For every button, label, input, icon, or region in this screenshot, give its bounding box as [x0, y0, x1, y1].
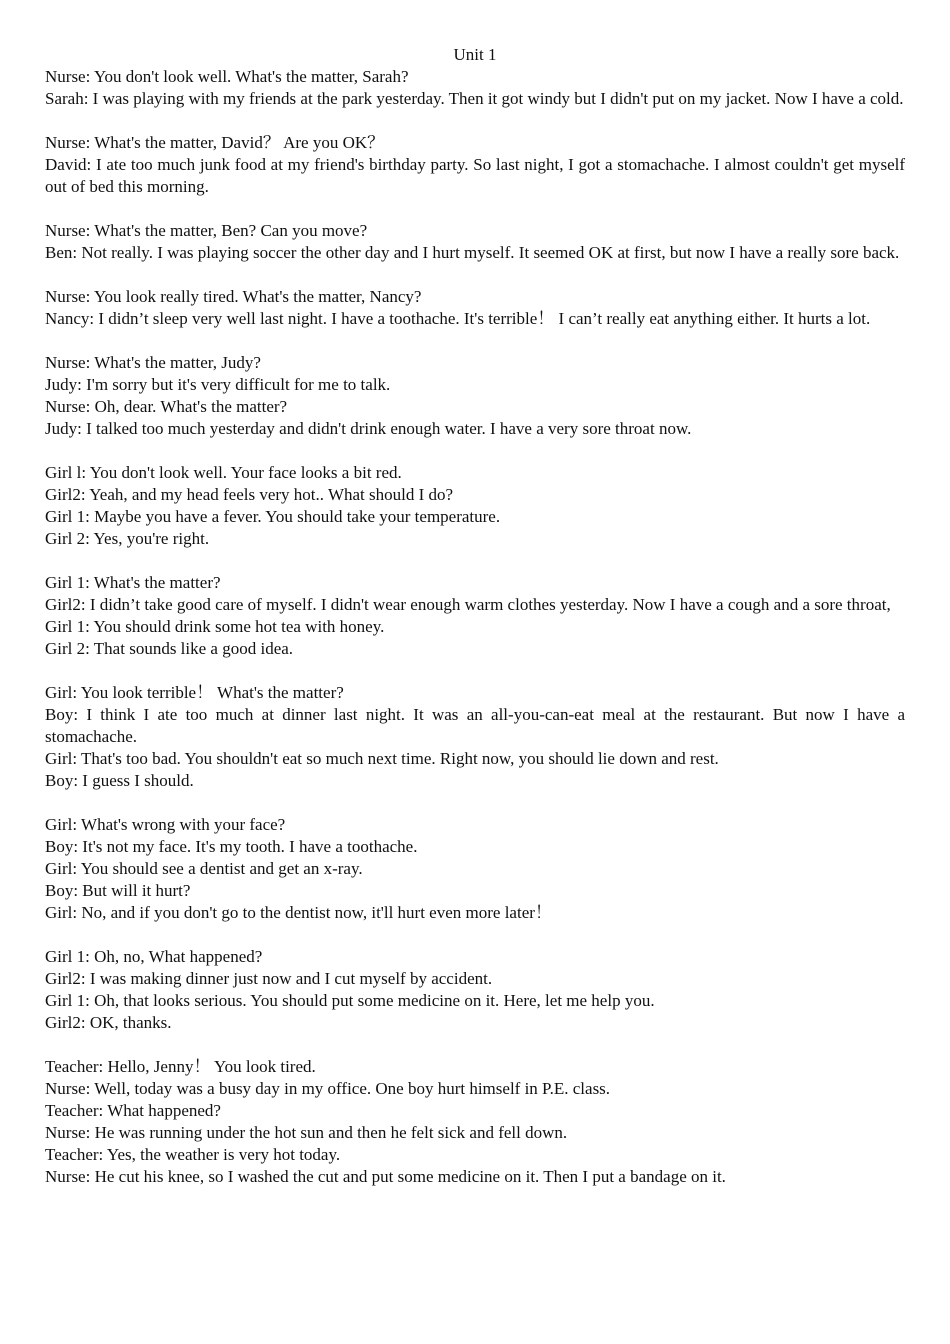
dialogue-line: Girl: That's too bad. You shouldn't eat so much next time. Right now, you should lie down and rest. [45, 749, 719, 768]
dialogue-line: Girl2: I didn’t take good care of myself. I didn't wear enough warm clothes yesterday. Now I have a cough and a sore throat, [45, 595, 891, 614]
dialogue-line: Girl 1: You should drink some hot tea with honey. [45, 617, 385, 636]
dialogue-line: Girl: You should see a dentist and get an x-ray. [45, 859, 363, 878]
dialogue-line: Girl2: OK, thanks. [45, 1013, 172, 1032]
dialogue-line: Girl: You look terrible！ What's the matter? [45, 683, 344, 702]
dialogue-line: Nurse: Well, today was a busy day in my office. One boy hurt himself in P.E. class. [45, 1079, 611, 1098]
dialogue-block [45, 682, 905, 792]
dialogue-line: Girl 2: Yes, you're right. [45, 529, 210, 548]
dialogue-line: David: I ate too much junk food at my friend's birthday party. So last night, I got a stomachache. I almost couldn't get myself out of bed this morning. [45, 155, 905, 196]
dialogue-line: Girl: No, and if you don't go to the dentist now, it'll hurt even more later！ [45, 903, 552, 922]
dialogue-line: Girl 1: Maybe you have a fever. You should take your temperature. [45, 507, 501, 526]
dialogue-line: Sarah: I was playing with my friends at the park yesterday. Then it got windy but I didn't put on my jacket. Now I have a cold. [45, 89, 904, 108]
dialogue-line: Boy: But will it hurt? [45, 881, 191, 900]
dialogue-line: Nurse: What's the matter, Judy? [45, 353, 261, 372]
dialogue-list [45, 66, 905, 1188]
dialogue-block [45, 814, 905, 924]
dialogue-line: Teacher: What happened? [45, 1101, 221, 1120]
dialogue-line: Girl 1: What's the matter? [45, 573, 221, 592]
dialogue-block [45, 220, 905, 264]
dialogue-block [45, 1056, 905, 1188]
dialogue-line: Nurse: You don't look well. What's the matter, Sarah? [45, 67, 409, 86]
dialogue-line: Girl: What's wrong with your face? [45, 815, 286, 834]
dialogue-line: Nurse: What's the matter, Ben? Can you move? [45, 221, 368, 240]
dialogue-block [45, 572, 905, 660]
dialogue-line: Boy: It's not my face. It's my tooth. I have a toothache. [45, 837, 418, 856]
dialogue-line: Girl 1: Oh, no, What happened? [45, 947, 263, 966]
dialogue-line: Nurse: He was running under the hot sun and then he felt sick and fell down. [45, 1123, 568, 1142]
dialogue-block [45, 352, 905, 440]
dialogue-line: Nurse: Oh, dear. What's the matter? [45, 397, 288, 416]
dialogue-line: Nurse: What's the matter, David？ Are you OK？ [45, 133, 385, 152]
dialogue-block [45, 946, 905, 1034]
document-page [45, 44, 905, 1210]
dialogue-line: Boy: I think I ate too much at dinner last night. It was an all-you-can-eat meal at the restaurant. But now I have a stomachache. [45, 705, 905, 746]
dialogue-line: Ben: Not really. I was playing soccer the other day and I hurt myself. It seemed OK at first, but now I have a really sore back. [45, 243, 900, 262]
dialogue-block [45, 286, 905, 330]
dialogue-line: Girl2: I was making dinner just now and I cut myself by accident. [45, 969, 493, 988]
dialogue-line: Teacher: Yes, the weather is very hot today. [45, 1145, 341, 1164]
dialogue-line: Nurse: He cut his knee, so I washed the cut and put some medicine on it. Then I put a bandage on it. [45, 1167, 726, 1186]
dialogue-line: Girl2: Yeah, and my head feels very hot.. What should I do? [45, 485, 454, 504]
page-title: Unit 1 [453, 45, 497, 64]
dialogue-line: Girl 2: That sounds like a good idea. [45, 639, 294, 658]
dialogue-line: Nurse: You look really tired. What's the matter, Nancy? [45, 287, 422, 306]
dialogue-line: Nancy: I didn’t sleep very well last night. I have a toothache. It's terrible！ I can’t really eat anything either. It hurts a lot. [45, 309, 871, 328]
dialogue-block [45, 66, 905, 110]
dialogue-block [45, 462, 905, 550]
dialogue-line: Judy: I'm sorry but it's very difficult for me to talk. [45, 375, 391, 394]
dialogue-line: Girl l: You don't look well. Your face looks a bit red. [45, 463, 402, 482]
dialogue-line: Girl 1: Oh, that looks serious. You should put some medicine on it. Here, let me help you. [45, 991, 655, 1010]
dialogue-line: Boy: I guess I should. [45, 771, 194, 790]
dialogue-line: Teacher: Hello, Jenny！ You look tired. [45, 1057, 316, 1076]
dialogue-block [45, 132, 905, 198]
dialogue-line: Judy: I talked too much yesterday and didn't drink enough water. I have a very sore throat now. [45, 419, 692, 438]
